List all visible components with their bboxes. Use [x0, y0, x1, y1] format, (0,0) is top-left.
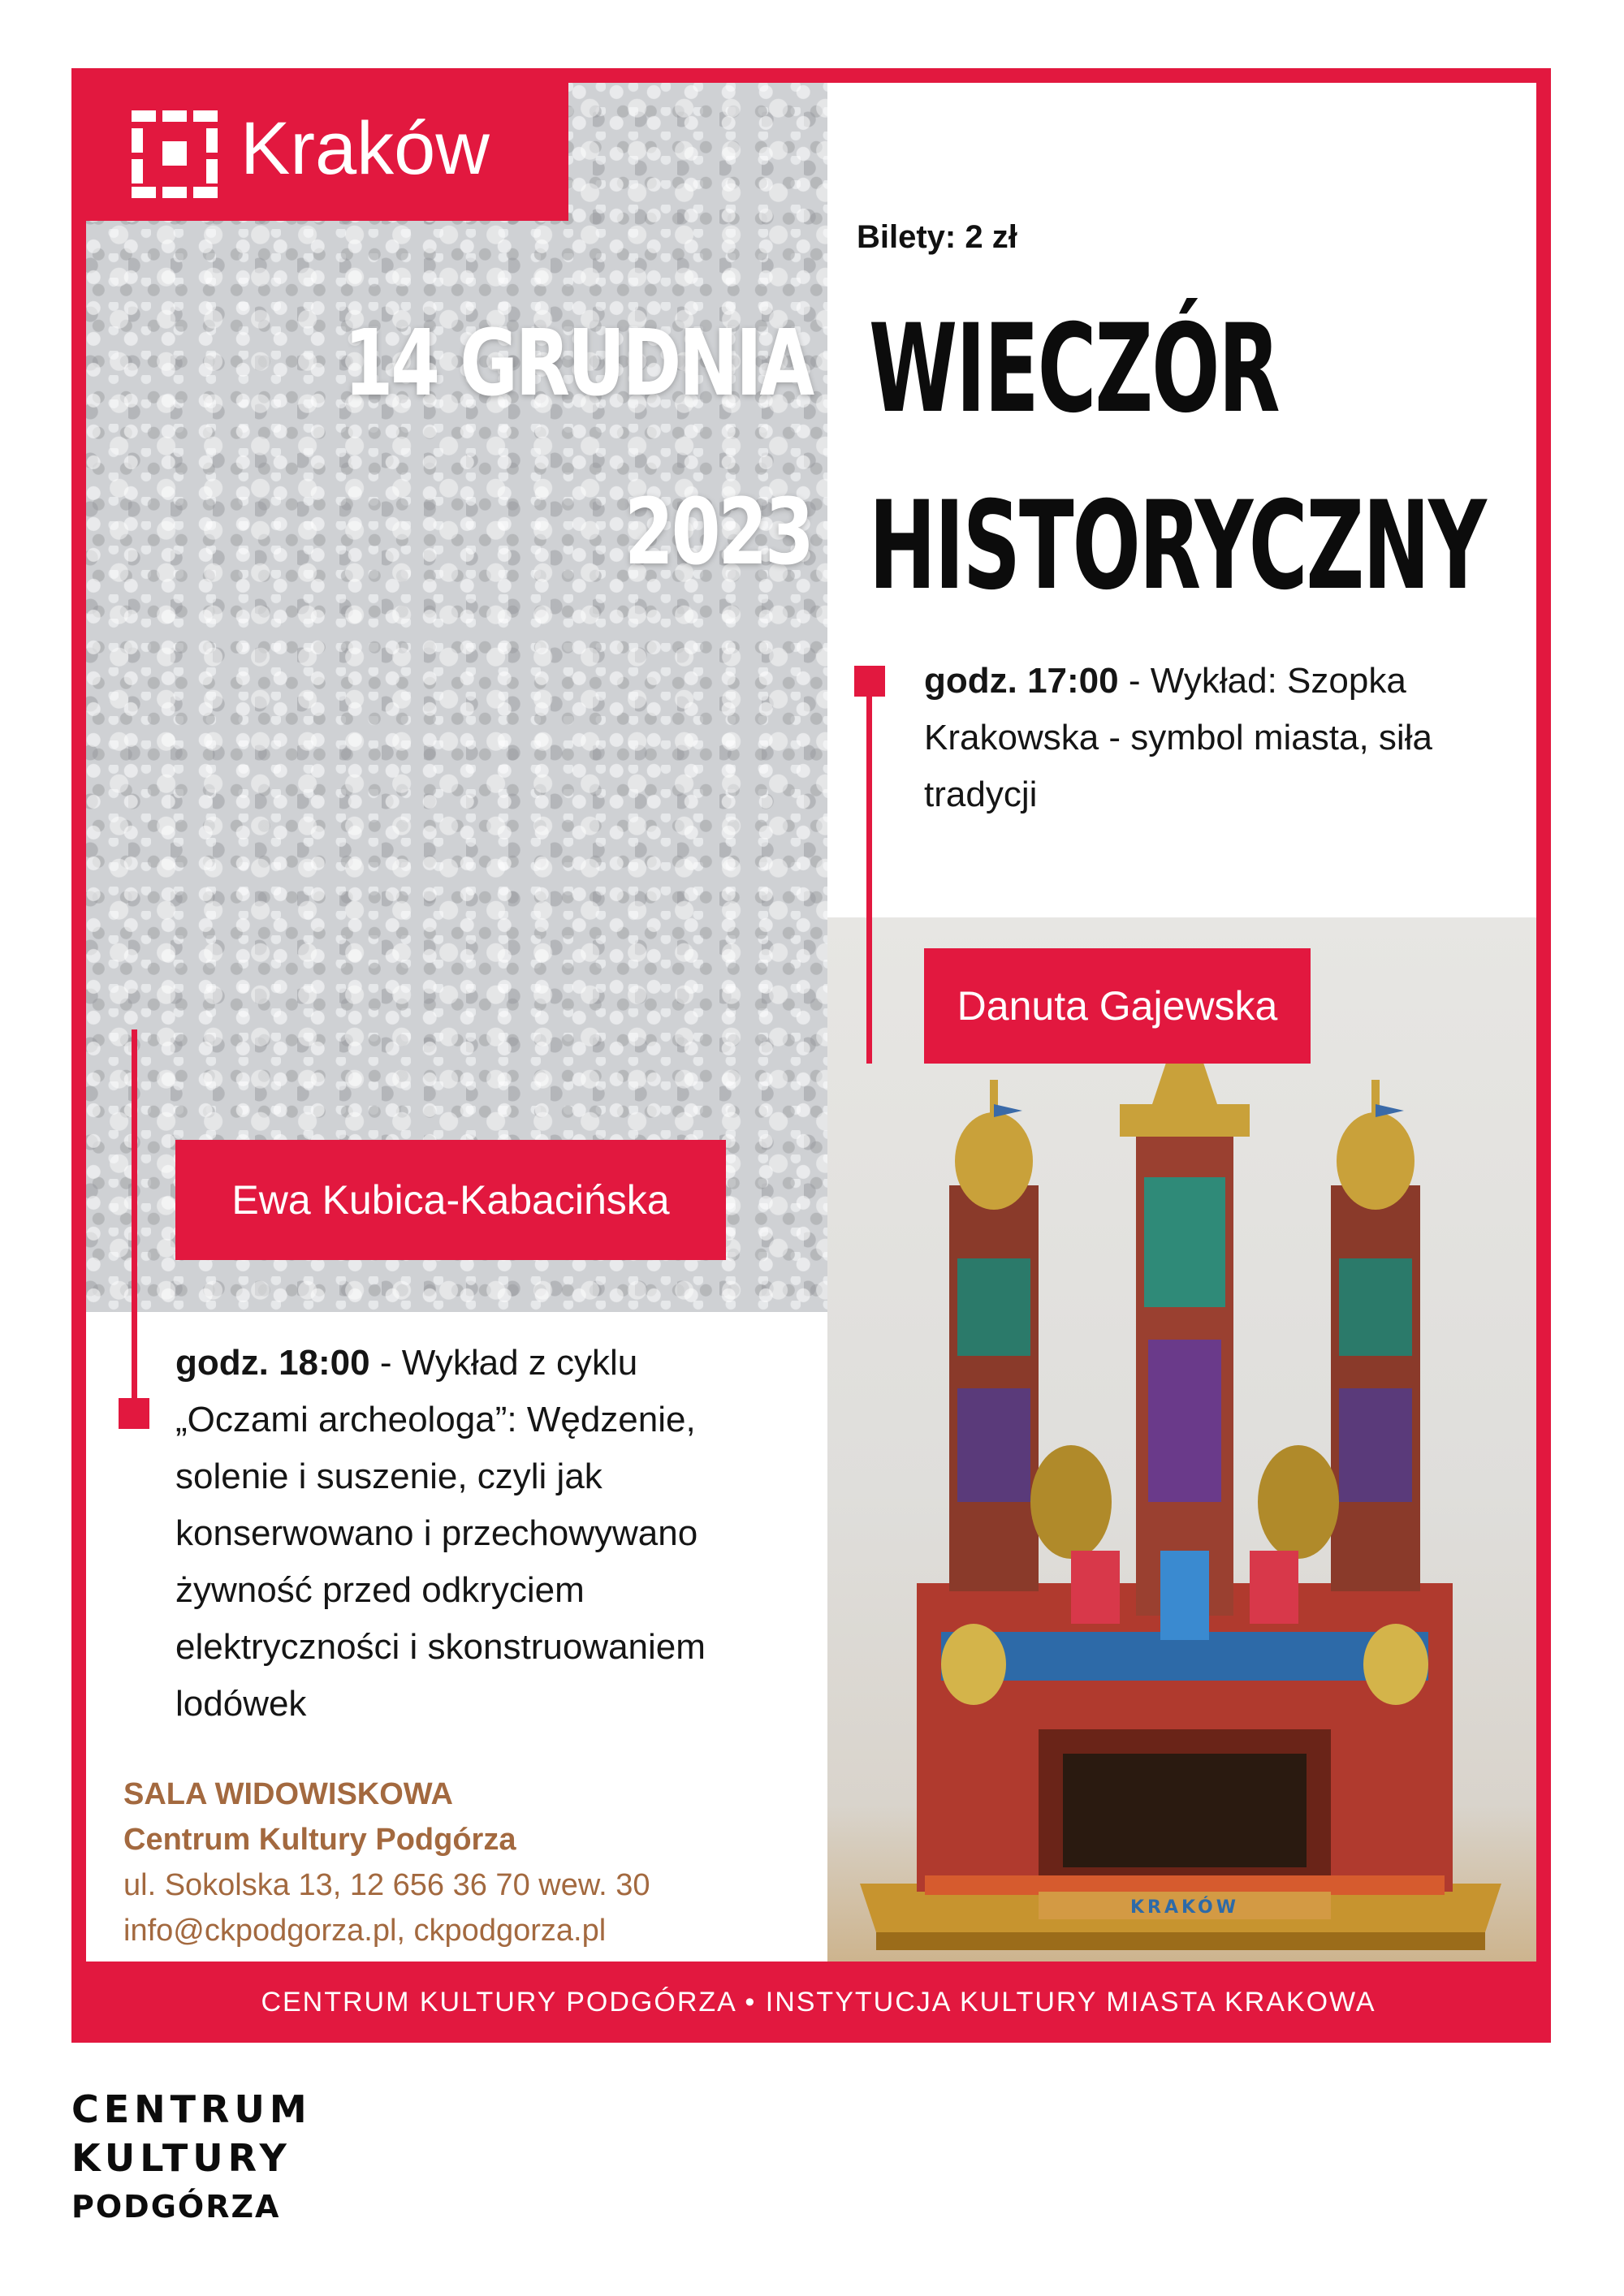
nativity-plaque-text: KRAKÓW — [1129, 1897, 1240, 1918]
speaker-badge-danuta — [924, 948, 1311, 1064]
event2-text-line7: lodówek — [175, 1684, 307, 1724]
logo-line-podgorza: PODGÓRZA — [71, 2189, 281, 2225]
krakow-logo-text: Kraków — [240, 107, 490, 190]
event-date-year: 2023 — [624, 480, 812, 585]
venue-contact[interactable]: info@ckpodgorza.pl, ckpodgorza.pl — [123, 1914, 607, 1948]
event2-text-line6: elektryczności i skonstruowaniem — [175, 1627, 706, 1667]
event2-description — [175, 1335, 817, 1733]
timeline-marker-right — [854, 666, 885, 697]
szopka-illustration — [827, 917, 1536, 1962]
event2-text-line1: - Wykład z cyklu — [369, 1343, 638, 1383]
event1-text-line1: - Wykład: Szopka — [1118, 661, 1406, 701]
event2-text-line4: konserwowano i przechowywano — [175, 1513, 698, 1553]
krakow-logo[interactable] — [86, 83, 568, 221]
event2-time: godz. 18:00 — [175, 1343, 370, 1383]
speaker1-name: Danuta Gajewska — [957, 983, 1278, 1029]
event-title-line2: HISTORYCZNY — [869, 476, 1485, 617]
event2-text-line3: solenie i suszenie, czyli jak — [175, 1457, 603, 1496]
venue-hall: SALA WIDOWISKOWA — [123, 1777, 453, 1811]
timeline-marker-left — [119, 1398, 149, 1429]
event1-text-line2: Krakowska - symbol miasta, siła — [924, 718, 1432, 757]
event1-text-line3: tradycji — [924, 775, 1038, 814]
centrum-kultury-logo[interactable] — [71, 2085, 312, 2231]
event-date-day: 14 GRUDNIA — [343, 311, 812, 416]
timeline-line-right — [866, 674, 872, 1064]
szopka-photo — [827, 917, 1536, 1962]
event-title-line1: WIECZÓR — [869, 299, 1279, 440]
footer-text: CENTRUM KULTURY PODGÓRZA • INSTYTUCJA KULTURY MIASTA KRAKOWA — [261, 1986, 1376, 2018]
venue-name: Centrum Kultury Podgórza — [123, 1823, 516, 1857]
venue-block — [123, 1772, 650, 1953]
event1-description — [924, 653, 1541, 823]
salt-texture-image — [86, 83, 827, 1312]
event1-time: godz. 17:00 — [924, 661, 1119, 701]
venue-address: ul. Sokolska 13, 12 656 36 70 wew. 30 — [123, 1868, 650, 1902]
speaker2-name: Ewa Kubica-Kabacińska — [231, 1177, 670, 1223]
event2-text-line5: żywność przed odkryciem — [175, 1570, 585, 1610]
event2-text-line2: „Oczami archeologa”: Wędzenie, — [175, 1400, 696, 1439]
ticket-price: Bilety: 2 zł — [857, 219, 1017, 255]
speaker-badge-ewa — [175, 1140, 726, 1260]
logo-line-centrum: CENTRUM — [71, 2087, 312, 2131]
krakow-logo-icon — [127, 106, 224, 203]
timeline-line-left — [132, 1029, 137, 1419]
footer-bar — [86, 1962, 1551, 2043]
logo-line-kultury: KULTURY — [71, 2136, 292, 2180]
